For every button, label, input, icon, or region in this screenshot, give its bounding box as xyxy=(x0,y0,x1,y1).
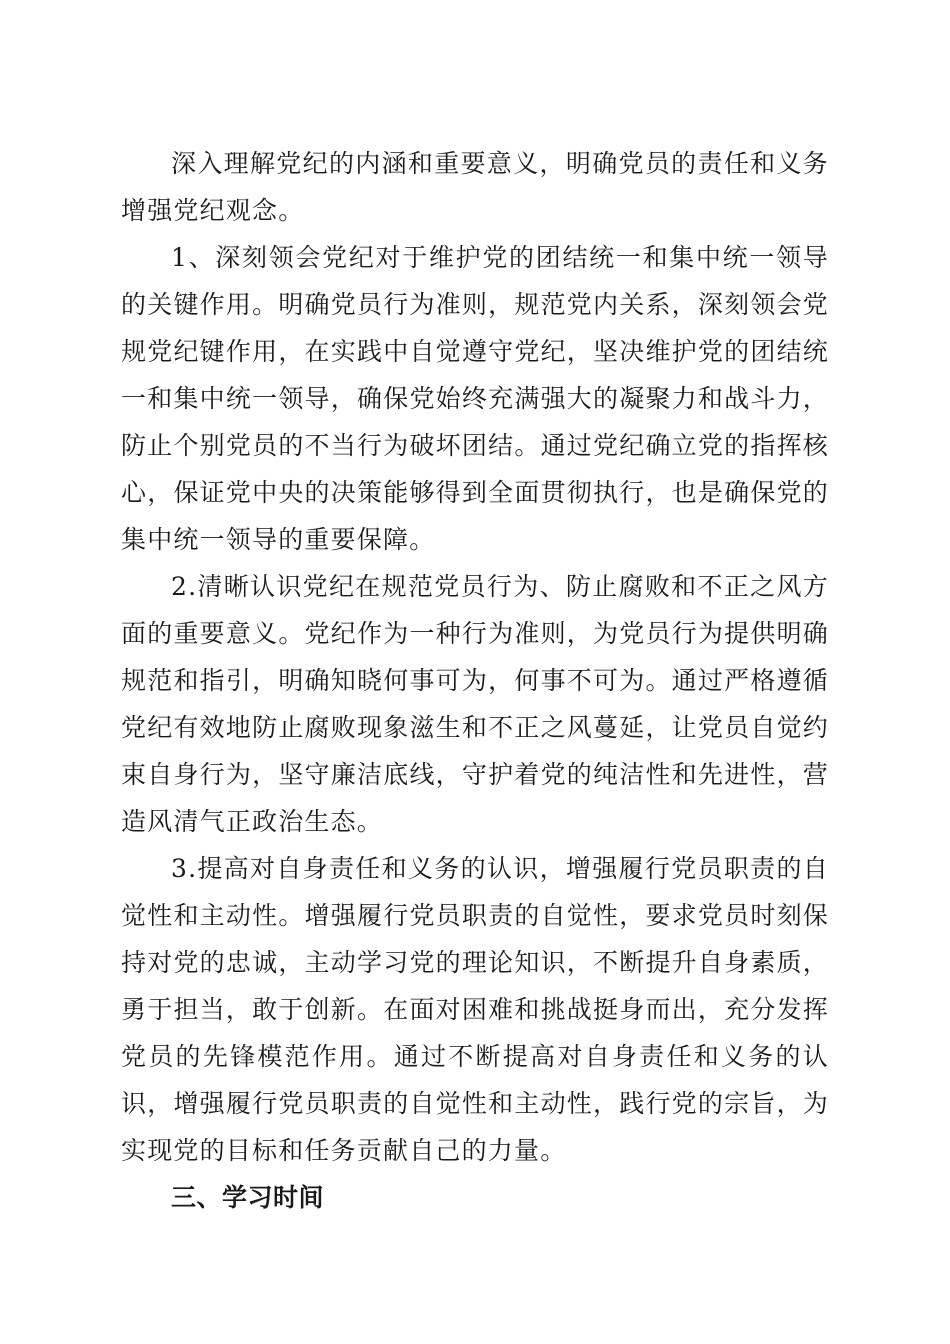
item-paragraph-2: 2.清晰认识党纪在规范党员行为、防止腐败和不正之风方面的重要意义。党纪作为一种行为准则，为党员行为提供明确规范和指引，明确知晓何事可为，何事不可为。通过严格遵循党纪有效地防止腐败现象滋生和不正之风蔓延，让党员自觉约束自身行为，坚守廉洁底线，守护着党的纯洁性和先进性，营造风清气正政治生态。 xyxy=(121,572,829,836)
intro-paragraph: 深入理解党纪的内涵和重要意义，明确党员的责任和义务增强党纪观念。 xyxy=(121,149,829,225)
item-paragraph-1: 1、深刻领会党纪对于维护党的团结统一和集中统一领导的关键作用。明确党员行为准则，规范党内关系，深刻领会党规党纪键作用，在实践中自觉遵守党纪，坚决维护党的团结统一和集中统一领导，确保党始终充满强大的凝聚力和战斗力，防止个别党员的不当行为破坏团结。通过党纪确立党的指挥核心，保证党中央的决策能够得到全面贯彻执行，也是确保党的集中统一领导的重要保障。 xyxy=(121,243,829,554)
item-paragraph-3: 3.提高对自身责任和义务的认识，增强履行党员职责的自觉性和主动性。增强履行党员职责的自觉性，要求党员时刻保持对党的忠诚，主动学习党的理论知识，不断提升自身素质，勇于担当，敢于创新。在面对困难和挑战挺身而出，充分发挥党员的先锋模范作用。通过不断提高对自身责任和义务的认识，增强履行党员职责的自觉性和主动性，践行党的宗旨，为实现党的目标和任务贡献自己的力量。 xyxy=(121,854,829,1165)
section-heading: 三、学习时间 xyxy=(171,1183,325,1212)
document-body xyxy=(121,140,829,1221)
